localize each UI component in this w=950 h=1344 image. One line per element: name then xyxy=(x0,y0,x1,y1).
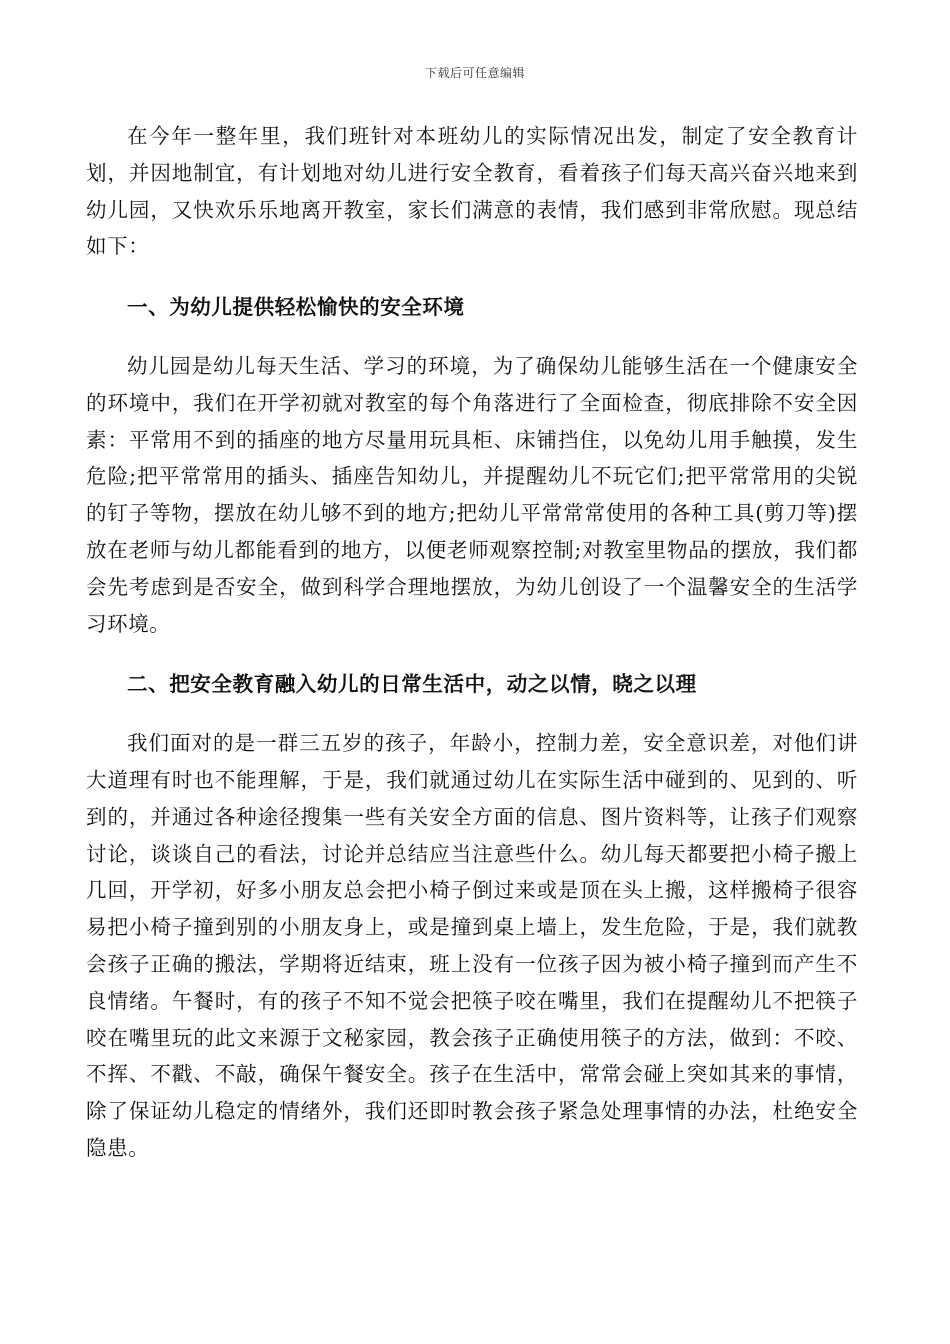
spacer xyxy=(86,326,858,348)
intro-paragraph: 在今年一整年里，我们班针对本班幼儿的实际情况出发，制定了安全教育计划，并因地制宜，有计划地对幼儿进行安全教育，看着孩子们每天高兴奋兴地来到幼儿园，又快欢乐乐地离开教室，家长们满意的表情，我们感到非常欣慰。现总结如下： xyxy=(86,124,858,259)
page-header-note: 下载后可任意编辑 xyxy=(424,66,525,80)
spacer xyxy=(86,265,858,289)
spacer xyxy=(86,642,858,666)
document-body xyxy=(86,118,858,1167)
section-2-paragraph: 我们面对的是一群三五岁的孩子，年龄小，控制力差，安全意识差，对他们讲大道理有时也不能理解，于是，我们就通过幼儿在实际生活中碰到的、见到的、听到的，并通过各种途径搜集一些有关安全方面的信息、图片资料等，让孩子们观察讨论，谈谈自己的看法，讨论并总结应当注意些什么。幼儿每天都要把小椅子搬上几回，开学初，好多小朋友总会把小椅子倒过来或是顶在头上搬，这样搬椅子很容易把小椅子撞到别的小朋友身上，或是撞到桌上墙上，发生危险，于是，我们就教会孩子正确的搬法，学期将近结束，班上没有一位孩子因为被小椅子撞到而产生不良情绪。午餐时，有的孩子不知不觉会把筷子咬在嘴里，我们在提醒幼儿不把筷子咬在嘴里玩的此文来源于文秘家园，教会孩子正确使用筷子的方法，做到：不咬、不挥、不戳、不敲，确保午餐安全。孩子在生活中，常常会碰上突如其来的事情，除了保证幼儿稳定的情绪外，我们还即时教会孩子紧急处理事情的办法，杜绝安全隐患。 xyxy=(86,731,858,1160)
spacer xyxy=(86,703,858,725)
section-2-heading: 二、把安全教育融入幼儿的日常生活中，动之以情，晓之以理 xyxy=(127,672,697,697)
section-1-heading: 一、为幼儿提供轻松愉快的安全环境 xyxy=(127,295,465,320)
section-1-paragraph: 幼儿园是幼儿每天生活、学习的环境，为了确保幼儿能够生活在一个健康安全的环境中，我们在开学初就对教室的每个角落进行了全面检查，彻底排除不安全因素：平常用不到的插座的地方尽量用玩具柜、床铺挡住，以免幼儿用手触摸，发生危险;把平常常用的插头、插座告知幼儿，并提醒幼儿不玩它们;把平常常用的尖锐的钉子等物，摆放在幼儿够不到的地方;把幼儿平常常常使用的各种工具(剪刀等)摆放在老师与幼儿都能看到的地方，以便老师观察控制;对教室里物品的摆放，我们都会先考虑到是否安全，做到科学合理地摆放，为幼儿创设了一个温馨安全的生活学习环境。 xyxy=(86,353,858,636)
